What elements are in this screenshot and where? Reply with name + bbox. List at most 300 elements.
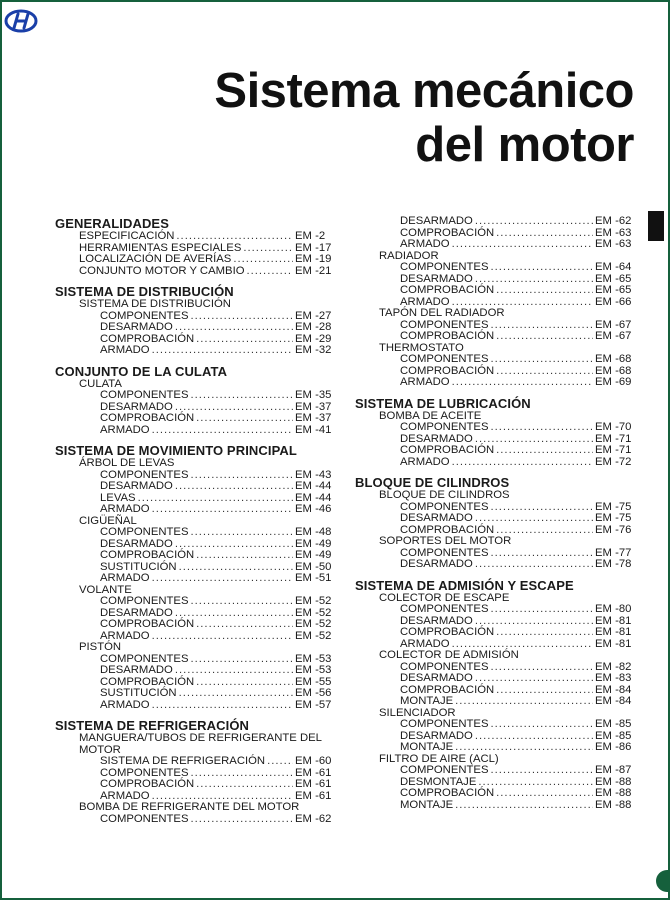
toc-entry-page: EM -88 bbox=[595, 775, 632, 788]
toc-entry-page: EM -68 bbox=[595, 353, 632, 365]
toc-entry-label: MONTAJE bbox=[400, 695, 454, 707]
dot-leader bbox=[191, 814, 294, 826]
toc-entry-label: DESMONTAJE bbox=[400, 775, 477, 788]
toc-subsection: SISTEMA DE DISTRIBUCIÓN bbox=[79, 298, 231, 310]
toc-entry-page: EM -2 bbox=[295, 230, 326, 242]
toc-entry-page: EM -67 bbox=[595, 318, 632, 331]
toc-entry-page: EM -83 bbox=[595, 672, 632, 684]
toc-entry-page: EM -27 bbox=[295, 309, 332, 322]
toc-entry-page: EM -80 bbox=[595, 603, 632, 615]
toc-entry-page: EM -53 bbox=[295, 664, 332, 676]
toc-entry-label: ARMADO bbox=[400, 295, 450, 308]
toc-entry-page: EM -65 bbox=[595, 284, 632, 296]
dot-leader bbox=[233, 254, 293, 266]
page-title bbox=[214, 64, 634, 172]
toc-section-heading: SISTEMA DE MOVIMIENTO PRINCIPAL bbox=[55, 443, 297, 458]
toc-entry[interactable] bbox=[55, 814, 331, 826]
toc-entry-page: EM -68 bbox=[595, 364, 632, 377]
toc-entry-page: EM -65 bbox=[595, 272, 632, 285]
toc-entry-label: COMPONENTES bbox=[400, 500, 489, 513]
toc-subsection: ÁRBOL DE LEVAS bbox=[79, 457, 175, 469]
toc-entry[interactable] bbox=[55, 493, 331, 505]
toc-entry[interactable] bbox=[355, 457, 631, 469]
toc-entry-label: LEVAS bbox=[100, 491, 136, 504]
dot-leader bbox=[196, 619, 293, 631]
toc-entry[interactable] bbox=[355, 559, 631, 571]
toc-subsection: BLOQUE DE CILINDROS bbox=[379, 489, 510, 501]
toc-subsection: VOLANTE bbox=[79, 583, 132, 596]
toc-entry-label: DESARMADO bbox=[100, 664, 173, 676]
toc-entry[interactable] bbox=[55, 413, 331, 425]
toc-entry-label: DESARMADO bbox=[100, 321, 173, 333]
toc-entry-page: EM -78 bbox=[595, 558, 632, 570]
toc-subsection: FILTRO DE AIRE (ACL) bbox=[379, 752, 499, 765]
toc-entry-page: EM -75 bbox=[595, 500, 632, 513]
toc-entry[interactable] bbox=[55, 334, 331, 346]
toc-entry[interactable] bbox=[355, 800, 631, 812]
toc-entry-label: DESARMADO bbox=[100, 537, 173, 550]
toc-entry[interactable] bbox=[55, 688, 331, 700]
dot-leader bbox=[491, 422, 594, 434]
toc-subsection: MANGUERA/TUBOS DE REFRIGERANTE DEL bbox=[79, 732, 322, 744]
toc-entry-page: EM -81 bbox=[595, 637, 632, 650]
dot-leader bbox=[496, 366, 593, 378]
toc-section bbox=[55, 364, 331, 437]
toc-entry-label: COMPROBACIÓN bbox=[400, 523, 495, 536]
toc-entry[interactable] bbox=[355, 285, 631, 297]
toc-section bbox=[55, 284, 331, 357]
toc-entry-label: COMPROBACIÓN bbox=[400, 226, 495, 239]
toc-entry-page: EM -63 bbox=[595, 238, 632, 250]
toc-entry-label: COMPONENTES bbox=[400, 421, 489, 433]
toc-entry[interactable] bbox=[55, 470, 331, 482]
dot-leader bbox=[243, 243, 293, 255]
toc-section bbox=[355, 216, 631, 389]
toc-entry-label: ARMADO bbox=[400, 376, 450, 388]
toc-entry-label: LOCALIZACIÓN DE AVERÍAS bbox=[79, 253, 232, 265]
dot-leader bbox=[175, 322, 293, 334]
dot-leader bbox=[452, 239, 593, 251]
dot-leader bbox=[491, 662, 594, 674]
dot-leader bbox=[475, 559, 593, 571]
toc-entry[interactable] bbox=[355, 366, 631, 378]
dot-leader bbox=[491, 320, 594, 332]
toc-entry-label: COMPROBACIÓN bbox=[400, 787, 495, 799]
toc-entry-page: EM -28 bbox=[295, 321, 332, 333]
dot-leader bbox=[196, 550, 293, 562]
dot-leader bbox=[475, 731, 593, 743]
toc-entry-page: EM -56 bbox=[295, 687, 332, 699]
toc-section-heading: CONJUNTO DE LA CULATA bbox=[55, 363, 228, 379]
toc-section bbox=[55, 718, 331, 825]
toc-subsection: RADIADOR bbox=[379, 249, 439, 262]
toc-entry-page: EM -51 bbox=[295, 572, 332, 584]
toc-entry-page: EM -37 bbox=[295, 412, 332, 424]
dot-leader bbox=[152, 700, 293, 712]
toc-subsection: SOPORTES DEL MOTOR bbox=[379, 535, 512, 547]
toc-entry-label: COMPROBACIÓN bbox=[100, 412, 195, 424]
toc-entry-page: EM -71 bbox=[595, 432, 632, 445]
toc-entry-page: EM -61 bbox=[295, 789, 332, 802]
toc-entry[interactable] bbox=[355, 239, 631, 251]
toc-entry-label: COMPONENTES bbox=[100, 526, 189, 538]
toc-entry[interactable] bbox=[55, 266, 331, 278]
toc-entry[interactable] bbox=[55, 562, 331, 574]
toc-entry-page: EM -85 bbox=[595, 718, 632, 730]
toc-entry-label: COMPONENTES bbox=[400, 353, 489, 365]
toc-entry-page: EM -72 bbox=[595, 455, 632, 468]
toc-entry-label: ARMADO bbox=[100, 629, 150, 642]
dot-leader bbox=[191, 654, 294, 666]
toc-entry[interactable] bbox=[55, 550, 331, 562]
toc-entry-label: DESARMADO bbox=[100, 480, 173, 492]
toc-entry-label: MONTAJE bbox=[400, 798, 454, 811]
dot-leader bbox=[496, 331, 593, 343]
toc-entry[interactable] bbox=[55, 345, 331, 357]
toc-entry[interactable] bbox=[355, 354, 631, 366]
toc-entry-page: EM -71 bbox=[595, 444, 632, 456]
dot-leader bbox=[491, 719, 594, 731]
toc-entry-label: DESARMADO bbox=[400, 272, 473, 285]
toc-section bbox=[355, 578, 631, 812]
dot-leader bbox=[179, 562, 293, 574]
dot-leader bbox=[267, 756, 293, 768]
dot-leader bbox=[496, 228, 593, 240]
toc-entry[interactable] bbox=[55, 504, 331, 516]
toc-entry[interactable] bbox=[55, 573, 331, 585]
dot-leader bbox=[191, 596, 294, 608]
dot-leader bbox=[455, 800, 593, 812]
dot-leader bbox=[478, 777, 593, 789]
toc-entry[interactable] bbox=[355, 765, 631, 777]
toc-entry-page: EM -84 bbox=[595, 695, 632, 707]
toc-entry[interactable] bbox=[55, 665, 331, 677]
dot-leader bbox=[191, 470, 294, 482]
toc-entry-label: DESARMADO bbox=[400, 729, 473, 742]
toc-entry-page: EM -87 bbox=[595, 764, 632, 776]
toc-entry[interactable] bbox=[55, 311, 331, 323]
toc-entry[interactable] bbox=[355, 719, 631, 731]
toc-entry-page: EM -29 bbox=[295, 332, 332, 345]
toc-entry-label: COMPONENTES bbox=[100, 389, 189, 401]
toc-entry-label: COMPROBACIÓN bbox=[400, 364, 495, 377]
toc-entry-label: ARMADO bbox=[400, 238, 450, 250]
toc-entry-label: ARMADO bbox=[400, 637, 450, 650]
toc-entry-page: EM -61 bbox=[295, 778, 332, 790]
dot-leader bbox=[455, 696, 593, 708]
toc-entry[interactable] bbox=[355, 685, 631, 697]
toc-entry-label: SUSTITUCIÓN bbox=[100, 687, 177, 699]
toc-entry-label: MONTAJE bbox=[400, 741, 454, 753]
toc-entry[interactable] bbox=[355, 262, 631, 274]
toc-entry[interactable] bbox=[55, 254, 331, 266]
toc-entry-label: COMPONENTES bbox=[400, 764, 489, 776]
toc-entry[interactable] bbox=[55, 527, 331, 539]
toc-entry-label: COMPROBACIÓN bbox=[400, 683, 495, 696]
dot-leader bbox=[175, 481, 293, 493]
toc-entry-page: EM -86 bbox=[595, 741, 632, 753]
dot-leader bbox=[152, 631, 293, 643]
toc-entry-page: EM -48 bbox=[295, 526, 332, 538]
toc-entry-label: DESARMADO bbox=[400, 614, 473, 627]
toc-entry-page: EM -76 bbox=[595, 523, 632, 536]
toc-entry-label: COMPROBACIÓN bbox=[100, 778, 195, 790]
dot-leader bbox=[452, 457, 593, 469]
toc-entry-page: EM -84 bbox=[595, 683, 632, 696]
toc-entry-label: ARMADO bbox=[100, 344, 150, 356]
toc-entry[interactable] bbox=[55, 677, 331, 689]
toc-entry-page: EM -85 bbox=[595, 729, 632, 742]
toc-entry-page: EM -70 bbox=[595, 421, 632, 433]
hyundai-logo-icon bbox=[4, 8, 38, 34]
toc-entry[interactable] bbox=[355, 696, 631, 708]
toc-entry-page: EM -62 bbox=[595, 215, 632, 227]
dot-leader bbox=[152, 425, 293, 437]
toc-entry-label: DESARMADO bbox=[100, 606, 173, 619]
toc-entry[interactable] bbox=[355, 216, 631, 228]
toc-entry-label: CONJUNTO MOTOR Y CAMBIO bbox=[79, 264, 245, 277]
corner-tab-marker bbox=[656, 870, 670, 892]
toc-entry-label: COMPONENTES bbox=[100, 766, 189, 779]
dot-leader bbox=[196, 779, 293, 791]
toc-entry-label: SISTEMA DE REFRIGERACIÓN bbox=[100, 755, 266, 767]
toc-entry-page: EM -52 bbox=[295, 606, 332, 619]
toc-subsection: TAPÓN DEL RADIADOR bbox=[379, 307, 505, 319]
toc-entry[interactable] bbox=[355, 445, 631, 457]
toc-entry-label: ARMADO bbox=[100, 698, 150, 711]
dot-leader bbox=[191, 527, 294, 539]
toc-subsection: COLECTOR DE ESCAPE bbox=[379, 591, 510, 604]
toc-entry-label: COMPONENTES bbox=[400, 718, 489, 730]
dot-leader bbox=[247, 266, 294, 278]
toc-entry[interactable] bbox=[55, 700, 331, 712]
section-tab-marker bbox=[648, 211, 664, 241]
toc-subsection: THERMOSTATO bbox=[379, 341, 464, 354]
dot-leader bbox=[491, 548, 594, 560]
toc-entry[interactable] bbox=[355, 788, 631, 800]
toc-section bbox=[55, 216, 331, 277]
toc-subsection: COLECTOR DE ADMISIÓN bbox=[379, 649, 519, 661]
toc-entry-label: COMPROBACIÓN bbox=[400, 284, 495, 296]
toc-entry-label: COMPONENTES bbox=[100, 468, 189, 481]
toc-entry-page: EM -46 bbox=[295, 503, 332, 515]
toc-entry-label: COMPROBACIÓN bbox=[400, 626, 495, 638]
toc-entry-page: EM -52 bbox=[295, 595, 332, 607]
toc-entry-label: DESARMADO bbox=[400, 512, 473, 524]
toc-entry-label: COMPONENTES bbox=[100, 652, 189, 665]
toc-entry[interactable] bbox=[55, 596, 331, 608]
dot-leader bbox=[152, 345, 293, 357]
toc-entry-page: EM -32 bbox=[295, 344, 332, 356]
toc-section-heading: SISTEMA DE LUBRICACIÓN bbox=[355, 395, 531, 411]
toc-entry-page: EM -41 bbox=[295, 423, 332, 436]
toc-entry[interactable] bbox=[355, 662, 631, 674]
toc-entry-label: COMPROBACIÓN bbox=[100, 332, 195, 345]
toc-entry-page: EM -49 bbox=[295, 537, 332, 550]
toc-entry-label: ESPECIFICACIÓN bbox=[79, 230, 175, 242]
toc-entry[interactable] bbox=[355, 513, 631, 525]
toc-entry-page: EM -88 bbox=[595, 798, 632, 811]
toc-entry-label: DESARMADO bbox=[400, 215, 473, 227]
toc-entry-page: EM -60 bbox=[295, 755, 332, 767]
dot-leader bbox=[452, 377, 593, 389]
toc-entry[interactable] bbox=[55, 322, 331, 334]
dot-leader bbox=[496, 685, 593, 697]
toc-entry-label: COMPONENTES bbox=[100, 309, 189, 322]
toc-section-heading: SISTEMA DE REFRIGERACIÓN bbox=[55, 718, 250, 733]
toc-subsection: SILENCIADOR bbox=[379, 706, 456, 719]
toc-entry[interactable] bbox=[55, 425, 331, 437]
toc-entry[interactable] bbox=[355, 228, 631, 240]
toc-entry-page: EM -44 bbox=[295, 480, 332, 492]
toc-entry[interactable] bbox=[55, 779, 331, 791]
toc-entry-label: COMPROBACIÓN bbox=[100, 618, 195, 630]
toc-entry-label: COMPROBACIÓN bbox=[100, 549, 195, 561]
toc-entry[interactable] bbox=[55, 231, 331, 243]
toc-entry[interactable] bbox=[55, 390, 331, 402]
dot-leader bbox=[475, 216, 593, 228]
dot-leader bbox=[196, 413, 293, 425]
toc-entry-page: EM -43 bbox=[295, 468, 332, 481]
toc-entry-page: EM -49 bbox=[295, 549, 332, 561]
toc-entry-page: EM -21 bbox=[295, 264, 332, 277]
toc-entry[interactable] bbox=[355, 673, 631, 685]
toc-entry[interactable] bbox=[355, 731, 631, 743]
dot-leader bbox=[191, 311, 294, 323]
dot-leader bbox=[176, 231, 293, 243]
toc-entry-page: EM -67 bbox=[595, 330, 632, 342]
toc-entry[interactable] bbox=[55, 756, 331, 768]
dot-leader bbox=[475, 673, 593, 685]
toc-left-column bbox=[55, 216, 331, 825]
toc-entry-label: DESARMADO bbox=[400, 432, 473, 445]
toc-entry[interactable] bbox=[55, 619, 331, 631]
toc-entry-label: COMPROBACIÓN bbox=[400, 444, 495, 456]
dot-leader bbox=[196, 334, 293, 346]
toc-section-heading: GENERALIDADES bbox=[55, 216, 169, 231]
dot-leader bbox=[491, 765, 594, 777]
toc-entry[interactable] bbox=[355, 377, 631, 389]
toc-entry[interactable] bbox=[355, 604, 631, 616]
toc-entry-label: COMPROBACIÓN bbox=[400, 330, 495, 342]
toc-entry-page: EM -64 bbox=[595, 261, 632, 273]
dot-leader bbox=[152, 573, 293, 585]
toc-entry-label: DESARMADO bbox=[400, 672, 473, 684]
toc-entry-label: COMPONENTES bbox=[400, 603, 489, 615]
dot-leader bbox=[455, 742, 593, 754]
toc-section bbox=[355, 396, 631, 469]
toc-entry-label: ARMADO bbox=[400, 455, 450, 468]
toc-entry-page: EM -82 bbox=[595, 660, 632, 673]
toc-entry-page: EM -62 bbox=[295, 812, 332, 825]
toc-entry-page: EM -50 bbox=[295, 560, 332, 573]
dot-leader bbox=[491, 354, 594, 366]
dot-leader bbox=[179, 688, 293, 700]
toc-entry-page: EM -75 bbox=[595, 512, 632, 524]
toc-entry-label: ARMADO bbox=[100, 789, 150, 802]
dot-leader bbox=[491, 262, 594, 274]
toc-section bbox=[55, 443, 331, 711]
toc-entry[interactable] bbox=[355, 331, 631, 343]
dot-leader bbox=[496, 788, 593, 800]
toc-entry-label: COMPROBACIÓN bbox=[100, 675, 195, 688]
dot-leader bbox=[496, 627, 593, 639]
toc-entry[interactable] bbox=[355, 422, 631, 434]
toc-subsection: MOTOR bbox=[79, 743, 121, 756]
dot-leader bbox=[196, 677, 293, 689]
toc-entry[interactable] bbox=[355, 548, 631, 560]
toc-entry-label: DESARMADO bbox=[400, 558, 473, 570]
toc-subsection: BOMBA DE ACEITE bbox=[379, 409, 482, 422]
toc-entry[interactable] bbox=[355, 627, 631, 639]
toc-entry-page: EM -55 bbox=[295, 675, 332, 688]
dot-leader bbox=[175, 665, 293, 677]
dot-leader bbox=[152, 504, 293, 516]
toc-entry-page: EM -44 bbox=[295, 491, 332, 504]
toc-right-column bbox=[355, 216, 631, 811]
dot-leader bbox=[475, 513, 593, 525]
title-line-1: Sistema mecánico bbox=[214, 64, 634, 118]
dot-leader bbox=[491, 604, 594, 616]
dot-leader bbox=[138, 493, 293, 505]
toc-entry[interactable] bbox=[355, 742, 631, 754]
toc-entry-page: EM -77 bbox=[595, 546, 632, 559]
toc-entry-label: SUSTITUCIÓN bbox=[100, 560, 177, 573]
toc-entry-page: EM -63 bbox=[595, 226, 632, 239]
toc-entry-page: EM -37 bbox=[295, 400, 332, 413]
toc-entry-label: HERRAMIENTAS ESPECIALES bbox=[79, 241, 242, 254]
dot-leader bbox=[496, 445, 593, 457]
dot-leader bbox=[496, 285, 593, 297]
toc-entry-page: EM -81 bbox=[595, 626, 632, 638]
dot-leader bbox=[491, 502, 594, 514]
toc-entry-label: COMPONENTES bbox=[100, 595, 189, 607]
toc-entry-page: EM -52 bbox=[295, 618, 332, 630]
toc-entry-page: EM -81 bbox=[595, 614, 632, 627]
toc-entry-label: COMPONENTES bbox=[100, 812, 189, 825]
toc-entry-label: COMPONENTES bbox=[400, 261, 489, 273]
toc-entry[interactable] bbox=[55, 481, 331, 493]
toc-entry-label: ARMADO bbox=[100, 503, 150, 515]
toc-entry-page: EM -61 bbox=[295, 766, 332, 779]
toc-entry-page: EM -52 bbox=[295, 629, 332, 642]
toc-subsection: CIGÜEÑAL bbox=[79, 514, 137, 527]
toc-entry[interactable] bbox=[55, 654, 331, 666]
dot-leader bbox=[191, 390, 294, 402]
toc-entry-label: COMPONENTES bbox=[400, 318, 489, 331]
dot-leader bbox=[191, 768, 294, 780]
toc-entry[interactable] bbox=[355, 502, 631, 514]
toc-entry-page: EM -19 bbox=[295, 253, 332, 265]
toc-subsection: CULATA bbox=[79, 377, 122, 390]
toc-entry-label: DESARMADO bbox=[100, 400, 173, 413]
toc-subsection: BOMBA DE REFRIGERANTE DEL MOTOR bbox=[79, 801, 300, 813]
toc-entry-label: COMPONENTES bbox=[400, 546, 489, 559]
toc-entry-page: EM -57 bbox=[295, 698, 332, 711]
toc-entry-page: EM -69 bbox=[595, 376, 632, 388]
toc-entry-page: EM -35 bbox=[295, 389, 332, 401]
toc-subsection: PISTÓN bbox=[79, 641, 122, 653]
title-line-2: del motor bbox=[415, 118, 634, 172]
toc-section-heading: SISTEMA DE DISTRIBUCIÓN bbox=[55, 284, 234, 299]
toc-entry-label: COMPONENTES bbox=[400, 660, 489, 673]
toc-entry-page: EM -66 bbox=[595, 295, 632, 308]
toc-section-heading: BLOQUE DE CILINDROS bbox=[355, 475, 510, 490]
toc-section-heading: SISTEMA DE ADMISIÓN Y ESCAPE bbox=[355, 577, 574, 593]
toc-section bbox=[355, 475, 631, 571]
toc-entry-page: EM -88 bbox=[595, 787, 632, 799]
toc-entry-label: ARMADO bbox=[100, 572, 150, 584]
